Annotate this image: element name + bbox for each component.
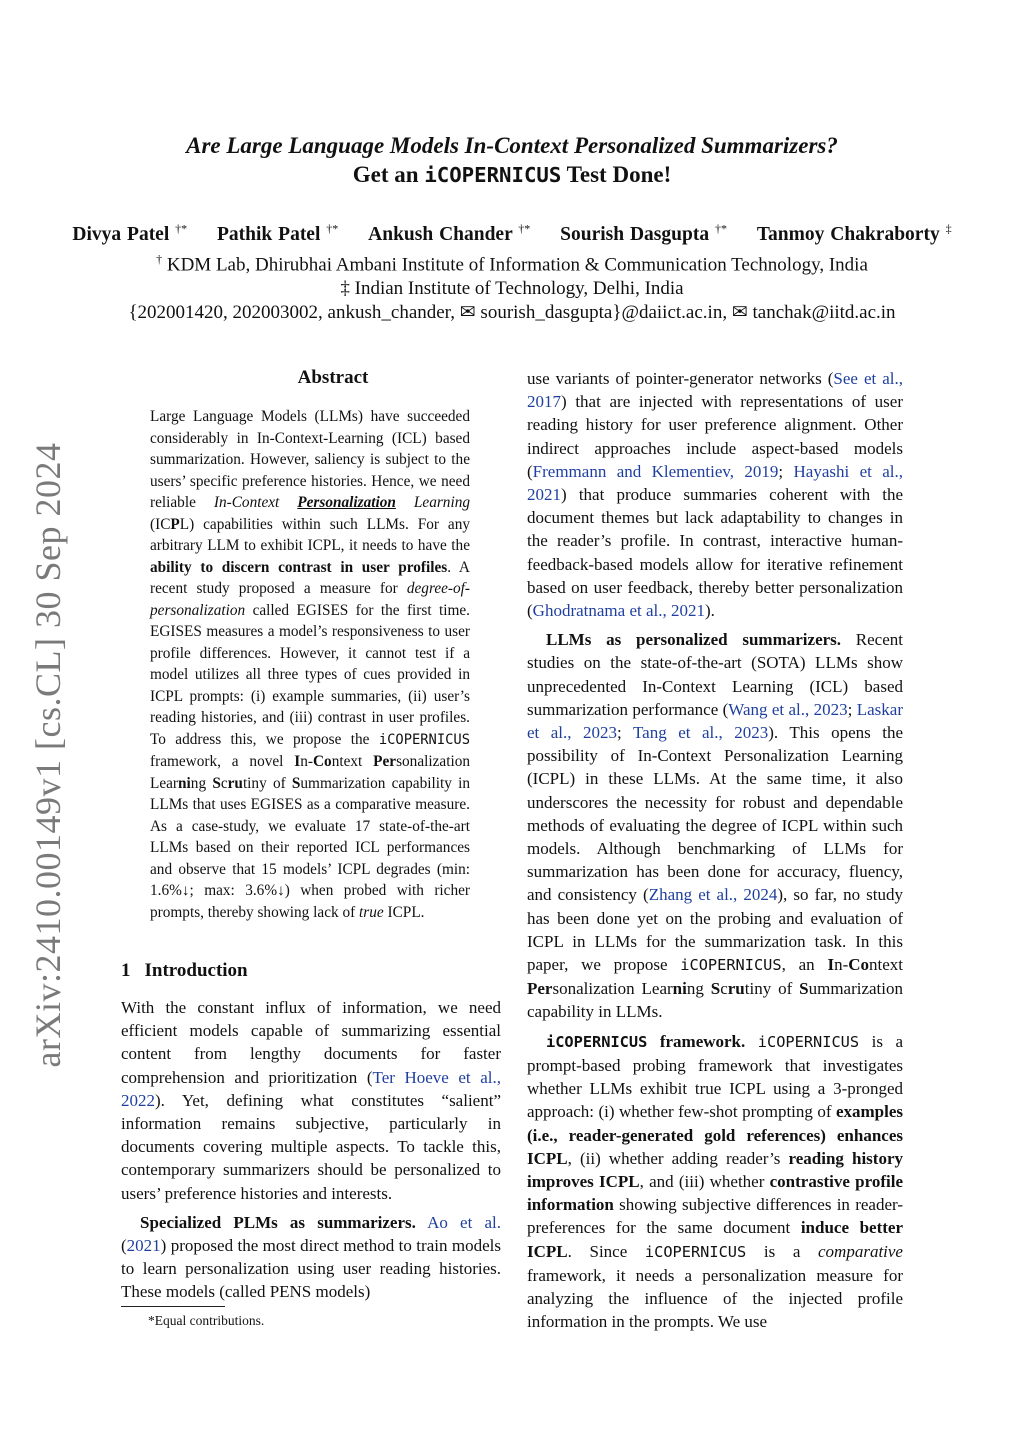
citation-link[interactable]: 2021: [126, 1236, 161, 1256]
right-column-text: [527, 367, 903, 1333]
affiliation-2: ‡ Indian Institute of Technology, Delhi, India: [340, 277, 684, 299]
paragraph: Specialized PLMs as summarizers. Ao et al. (2021) proposed the most direct method to train models to learn personalization using user reading histories. These models (called PENS models): [121, 1212, 501, 1302]
citation-link[interactable]: Fremmann and Klementiev, 2019: [532, 461, 779, 481]
author: Tanmoy Chakraborty ‡: [756, 221, 952, 245]
citation-link[interactable]: Ghodratnama et al., 2021: [532, 601, 705, 621]
footnote: *Equal contributions.: [148, 1313, 265, 1328]
abstract-heading: Abstract: [297, 367, 369, 388]
author-emails: {202001420, 202003002, ankush_chander, ✉ sourish_dasgupta}@daiict.ac.in, ✉ tanchak@iitd.ac.in: [128, 301, 896, 323]
citation-link[interactable]: Tang et al., 2023: [632, 723, 769, 743]
left-column-text: [121, 996, 501, 1304]
section-heading-introduction: 1 Introduction: [121, 960, 248, 981]
paper-title: [0, 131, 1024, 190]
citation-link[interactable]: See et al., 2017: [527, 369, 903, 412]
affiliation-1: † KDM Lab, Dhirubhai Ambani Institute of Information & Communication Technology, India: [156, 251, 868, 275]
citation-link[interactable]: Hayashi et al., 2021: [527, 461, 903, 505]
paragraph: With the constant influx of information, we need efficient models capable of summarizing essential content from lengthy documents for faster comprehension and prioritization (Ter Hoeve et al., 2022). Yet, defining what constitutes “salient” information remains subjective, particularly in documents covering multiple aspects. To tackle this, contemporary summarizers should be personalized to users’ preference histories and interests.: [121, 998, 501, 1203]
paragraph: iCOPERNICUS framework. iCOPERNICUS is a prompt-based probing framework that investigates whether LLMs exhibit true ICPL using a 3-pronged approach: (i) whether few-shot prompting of examples (i.e., reader-generated gold references) enhances ICPL, (ii) whether adding reader’s reading history improves ICPL, and (iii) whether contrastive profile information showing subjective differences in reader-preferences for the same document induce better ICPL. Since iCOPERNICUS is a comparative framework, it needs a personalization measure for analyzing the influence of the injected profile information in the prompts. We use: [527, 1031, 904, 1332]
paragraph: LLMs as personalized summarizers. Recent studies on the state-of-the-art (SOTA) LLMs show unprecedented In-Context Learning (ICL) based summarization performance (Wang et al., 2023; Laskar et al., 2023; Tang et al., 2023). This opens the possibility of In-Context Personalization Learning (ICPL) in these LLMs. At the same time, it also underscores the necessity for robust and dependable methods of evaluating the degree of ICPL within such models. Although benchmarking of LLMs for summarization has been done for accuracy, fluency, and consistency (Zhang et al., 2024), so far, no study has been done yet on the probing and evaluation of ICPL in LLMs for the summarization task. In this paper, we propose iCOPERNICUS, an In-Context Personalization Learning Scrutiny of Summarization capability in LLMs.: [527, 630, 904, 1022]
citation-link[interactable]: Ter Hoeve et al., 2022: [121, 1067, 501, 1110]
citation-link[interactable]: Wang et al., 2023: [728, 699, 848, 719]
author: Sourish Dasgupta †*: [560, 221, 727, 245]
title-line-2: Get an iCOPERNICUS Test Done!: [352, 162, 672, 187]
envelope-icon: ✉: [731, 301, 748, 323]
author: Divya Patel †*: [72, 221, 188, 245]
paragraph: use variants of pointer-generator networks (See et al., 2017) that are injected with representations of user reading history for user preference alignment. Other indirect approaches include aspect-based models (Fremmann and Klementiev, 2019; Hayashi et al., 2021) that produce summaries coherent with the document themes but lack adaptability to changes in the reader’s profile. In contrast, interactive human-feedback-based models allow for iterative refinement based on user feedback, thereby better personalization (Ghodratnama et al., 2021).: [527, 369, 903, 621]
author-names: [0, 216, 1024, 247]
author-block: [0, 216, 1024, 325]
author: Ankush Chander †*: [368, 221, 531, 245]
footnote-rule: [121, 1306, 225, 1307]
citation-link[interactable]: Zhang et al., 2024: [648, 885, 778, 905]
citation-link[interactable]: Laskar et al., 2023: [527, 699, 903, 743]
title-line-1: Are Large Language Models In-Context Personalized Summarizers?: [186, 133, 838, 158]
abstract-body: Large Language Models (LLMs) have succeeded considerably in In-Context-Learning (ICL) based summarization. However, saliency is subject to the users’ specific preference histories. Hence, we need reliable In-Context Personalization Learning (ICPL) capabilities within such LLMs. For any arbitrary LLM to exhibit ICPL, it needs to have the ability to discern contrast in user profiles. A recent study proposed a measure for degree-of-personalization called EGISES for the first time. EGISES measures a model’s responsiveness to user profile differences. However, it cannot test if a model utilizes all three types of cues provided in ICPL prompts: (i) example summaries, (ii) user’s reading histories, and (iii) contrast in user profiles. To address this, we propose the iCOPERNICUS framework, a novel In-Context Personalization Learning Scrutiny of Summarization capability in LLMs that uses EGISES as a comparative measure. As a case-study, we evaluate 17 state-of-the-art LLMs based on their reported ICL performances and observe that 15 models’ ICPL degrades (min: 1.6%↓; max: 3.6%↓) when probed with richer prompts, thereby showing lack of true ICPL.: [150, 408, 471, 921]
citation-link[interactable]: Ao et al.: [427, 1212, 501, 1232]
author: Pathik Patel †*: [217, 221, 339, 245]
arxiv-identifier: arXiv:2410.00149v1 [cs.CL] 30 Sep 2024: [28, 442, 68, 1068]
envelope-icon: ✉: [459, 301, 476, 323]
